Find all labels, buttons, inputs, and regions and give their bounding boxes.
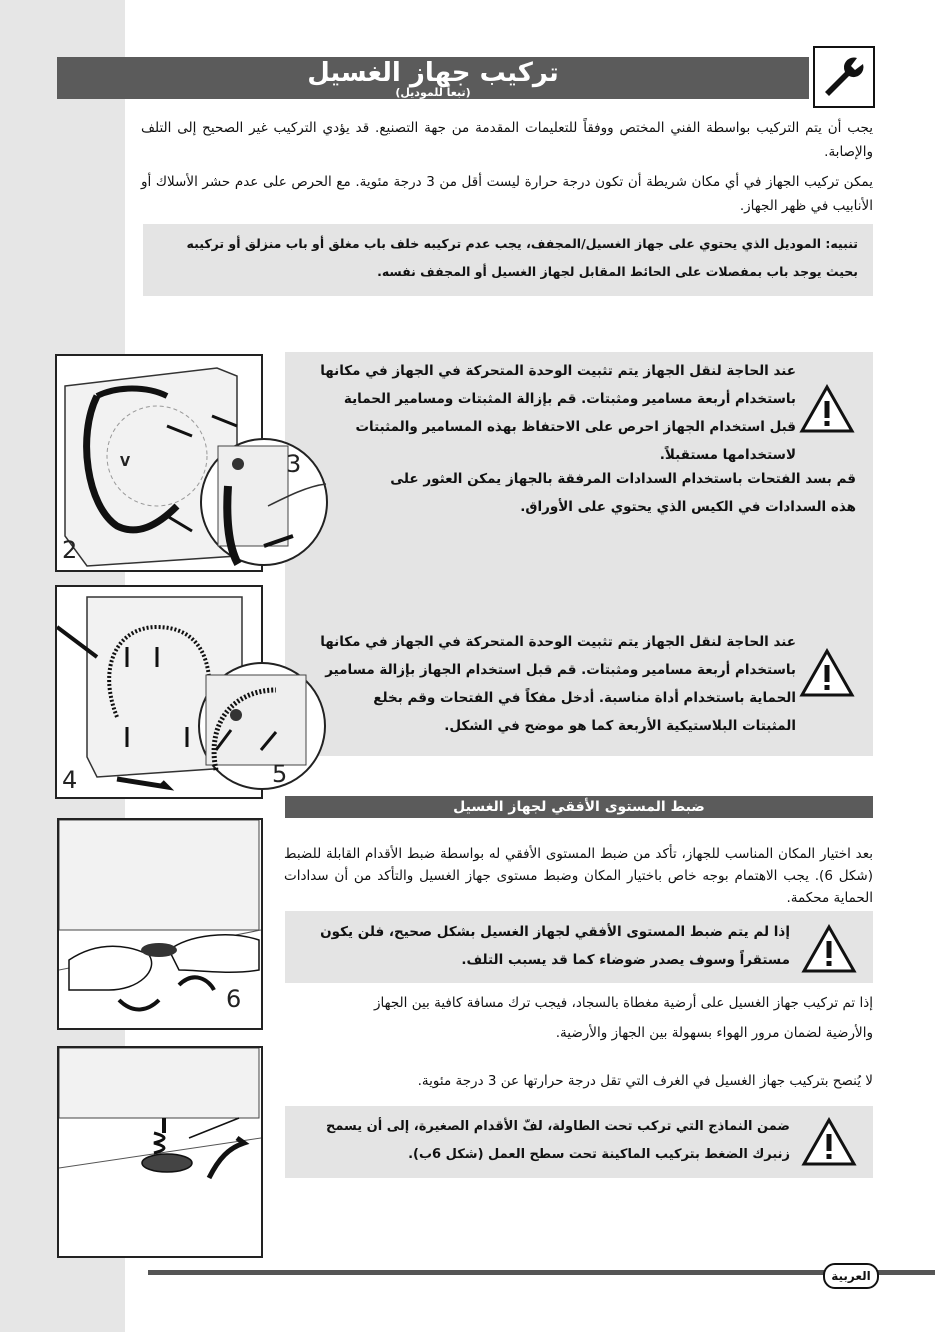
warning-triangle-icon (801, 924, 857, 974)
page-title: تركيب جهاز الغسيل (307, 58, 559, 88)
leveling-paragraph-3: لا يُنصح بتركيب جهاز الغسيل في الغرف التي تقل درجة حرارتها عن 3 درجة مئوية. (417, 1073, 873, 1089)
figure-label-v: V (120, 455, 131, 470)
figure-3-number: 3 (286, 450, 302, 478)
figure-5-number: 5 (272, 760, 288, 788)
section-title: ضبط المستوى الأفقي لجهاز الغسيل (285, 796, 873, 818)
intro-paragraph-2: يمكن تركيب الجهاز في أي مكان شريطة أن تكون درجة حرارة ليست أقل من 3 درجة مئوية. مع الحرص على عدم حشر الأسلاك أو الأنابيب في ظهر الجهاز. (141, 174, 873, 214)
footer-rule (148, 1270, 935, 1275)
leveling-warning-text-2: ضمن النماذج التي تركب تحت الطاولة، لفّ الأقدام الصغيرة، إلى أن يسمح زنبرك الضغط بتركيب الماكينة تحت سطح العمل (شكل 6ب). (325, 1119, 790, 1162)
warning-triangle-icon (801, 1117, 857, 1167)
wrench-icon (813, 46, 875, 108)
figure-3-detail (198, 436, 330, 568)
warning-triangle-icon (799, 384, 855, 434)
page-subtitle: (تبعاً للموديل) (395, 86, 471, 99)
figure-6b (57, 1046, 263, 1258)
language-badge: العربية (823, 1263, 879, 1289)
warning-2-text: عند الحاجة لنقل الجهاز يتم تثبيت الوحدة المتحركة في الجهاز في مكانها باستخدام أربعة مسامير ومثبتات. قم قبل استخدام الجهاز بإزالة مسامير الحماية باستخدام أداة مناسبة. أدخل مفكاً في الفتحات وقم بخلع المثبتات البلاستيكية الأربعة كما هو موضح في الشكل. (320, 634, 796, 734)
figure-2-number: 2 (62, 536, 78, 564)
note-text: تنبيه: الموديل الذي يحتوي على جهاز الغسيل/المجفف، يجب عدم تركيبه خلف باب مغلق أو باب منزلق أو تركيبه بحيث يوجد باب بمفصلات على الحائط المقابل لجهاز الغسيل أو المجفف نفسه. (186, 236, 858, 279)
figure-6-number: 6 (226, 985, 242, 1013)
warning-triangle-icon (799, 648, 855, 698)
warning-1-text: عند الحاجة لنقل الجهاز يتم تثبيت الوحدة المتحركة في الجهاز في مكانها باستخدام أربعة مسامير ومثبتات. قم بإزالة المثبتات ومسامير الحماية قبل استخدام الجهاز احرص على الاحتفاظ بهذه المسامير والمثبتات لاستخدامها مستقبلاً. (320, 363, 796, 463)
title-bar (57, 57, 809, 99)
leveling-warning-text: إذا لم يتم ضبط المستوى الأفقي لجهاز الغسيل بشكل صحيح، فلن يكون مستقراً وسوف يصدر ضوضاء كما قد يسبب التلف. (320, 924, 790, 968)
leveling-paragraph-1: بعد اختيار المكان المناسب للجهاز، تأكد من ضبط المستوى الأفقي له بواسطة ضبط الأقدام القابلة للضبط (شكل 6). يجب الاهتمام بوجه خاص باختيار المكان وضبط مستوى جهاز الغسيل والتأكد من أن سدادات الحماية محكمة. (284, 846, 873, 906)
leveling-paragraph-2a: إذا تم تركيب جهاز الغسيل على أرضية مغطاة بالسجاد، فيجب ترك مسافة كافية بين الجهاز (373, 995, 873, 1011)
warning-1-text-2: قم بسد الفتحات باستخدام السدادات المرفقة بالجهاز يمكن العثور على هذه السدادات في الكيس الذي يحتوي على الأوراق. (390, 471, 856, 515)
figure-5-detail (196, 660, 328, 792)
intro-paragraph-1: يجب أن يتم التركيب بواسطة الفني المختص ووفقاً للتعليمات المقدمة من جهة التصنيع. قد يؤدي التركيب غير الصحيح إلى التلف والإصابة. (141, 120, 873, 160)
figure-4-number: 4 (62, 766, 78, 794)
leveling-paragraph-2b: والأرضية لضمان مرور الهواء بسهولة بين الجهاز والأرضية. (555, 1025, 873, 1041)
